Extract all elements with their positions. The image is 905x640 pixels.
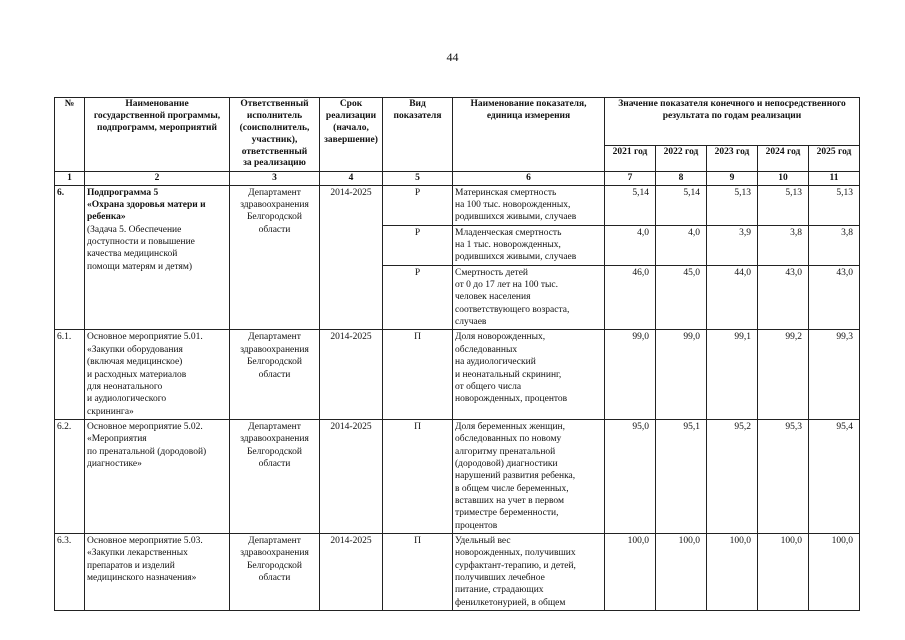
value-cell: 100,0	[707, 533, 758, 610]
table-row	[55, 419, 860, 533]
table-row	[55, 533, 860, 610]
period-cell: 2014-2025	[320, 330, 383, 419]
value-cell: 95,3	[758, 419, 809, 533]
header-year: 2023 год	[707, 145, 758, 172]
row-number: 6.3.	[55, 533, 85, 610]
value-cell: 100,0	[758, 533, 809, 610]
column-numbers-row	[55, 172, 860, 185]
page-number: 44	[446, 50, 459, 64]
indicator-type-cell: П	[383, 533, 453, 610]
executor-cell: Департамент здравоохранения Белгородской области	[230, 533, 320, 610]
value-cell: 3,9	[707, 225, 758, 265]
value-cell: 99,0	[605, 330, 656, 419]
column-number: 6	[453, 172, 605, 185]
header-number: №	[55, 98, 85, 172]
column-number: 1	[55, 172, 85, 185]
program-table	[54, 97, 860, 611]
value-cell: 4,0	[656, 225, 707, 265]
value-cell: 3,8	[758, 225, 809, 265]
column-number: 4	[320, 172, 383, 185]
value-cell: 95,2	[707, 419, 758, 533]
value-cell: 99,1	[707, 330, 758, 419]
value-cell: 95,1	[656, 419, 707, 533]
value-cell: 95,0	[605, 419, 656, 533]
value-cell: 45,0	[656, 265, 707, 330]
value-cell: 5,14	[605, 185, 656, 225]
value-cell: 5,13	[758, 185, 809, 225]
column-number: 5	[383, 172, 453, 185]
indicator-type-cell: П	[383, 330, 453, 419]
activity-name-cell: Основное мероприятие 5.02. «Мероприятия по пренатальной (дородовой) диагностике»	[85, 419, 230, 533]
header-indicator-type: Вид показателя	[383, 98, 453, 172]
value-cell: 44,0	[707, 265, 758, 330]
indicator-type-cell: Р	[383, 265, 453, 330]
indicator-name-cell: Доля беременных женщин, обследованных по новому алгоритму пренатальной (дородовой) диагностики нарушений развития ребенка, в общем числе беременных, вставших на учет в первом триместре беременности, процентов	[453, 419, 605, 533]
column-number: 10	[758, 172, 809, 185]
executor-cell: Департамент здравоохранения Белгородской области	[230, 185, 320, 330]
value-cell: 95,4	[809, 419, 860, 533]
indicator-name-cell: Смертность детей от 0 до 17 лет на 100 тыс. человек населения соответствующего возраста, случаев	[453, 265, 605, 330]
header-row	[55, 98, 860, 146]
row-number: 6.1.	[55, 330, 85, 419]
value-cell: 5,13	[809, 185, 860, 225]
row-number: 6.	[55, 185, 85, 330]
column-number: 11	[809, 172, 860, 185]
value-cell: 99,0	[656, 330, 707, 419]
subprogram-title: Подпрограмма 5 «Охрана здоровья матери и ребенка»	[87, 187, 206, 223]
value-cell: 5,13	[707, 185, 758, 225]
header-values-group: Значение показателя конечного и непосредственного результата по годам реализации	[605, 98, 860, 146]
executor-cell: Департамент здравоохранения Белгородской области	[230, 330, 320, 419]
indicator-type-cell: Р	[383, 185, 453, 225]
header-year: 2024 год	[758, 145, 809, 172]
header-executor: Ответственный исполнитель (соисполнитель, участник), ответственный за реализацию	[230, 98, 320, 172]
header-indicator-name: Наименование показателя, единица измерения	[453, 98, 605, 172]
header-period: Срок реализации (начало, завершение)	[320, 98, 383, 172]
period-cell: 2014-2025	[320, 533, 383, 610]
value-cell: 100,0	[809, 533, 860, 610]
header-year: 2022 год	[656, 145, 707, 172]
table-row	[55, 330, 860, 419]
value-cell: 3,8	[809, 225, 860, 265]
header-year: 2021 год	[605, 145, 656, 172]
column-number: 2	[85, 172, 230, 185]
activity-name-cell: Основное мероприятие 5.01. «Закупки оборудования (включая медицинское) и расходных материалов для неонатального и аудиологического скрининга»	[85, 330, 230, 419]
value-cell: 99,2	[758, 330, 809, 419]
column-number: 9	[707, 172, 758, 185]
program-name-cell	[85, 185, 230, 330]
indicator-name-cell: Доля новорожденных, обследованных на аудиологический и неонатальный скрининг, от общего числа новорожденных, процентов	[453, 330, 605, 419]
column-number: 8	[656, 172, 707, 185]
value-cell: 43,0	[758, 265, 809, 330]
value-cell: 5,14	[656, 185, 707, 225]
indicator-type-cell: П	[383, 419, 453, 533]
value-cell: 4,0	[605, 225, 656, 265]
value-cell: 100,0	[605, 533, 656, 610]
period-cell: 2014-2025	[320, 185, 383, 330]
period-cell: 2014-2025	[320, 419, 383, 533]
indicator-name-cell: Младенческая смертность на 1 тыс. новорожденных, родившихся живыми, случаев	[453, 225, 605, 265]
activity-name-cell: Основное мероприятие 5.03. «Закупки лекарственных препаратов и изделий медицинского назначения»	[85, 533, 230, 610]
indicator-type-cell: Р	[383, 225, 453, 265]
header-year: 2025 год	[809, 145, 860, 172]
header-program-name: Наименование государственной программы, подпрограмм, мероприятий	[85, 98, 230, 172]
value-cell: 100,0	[656, 533, 707, 610]
value-cell: 46,0	[605, 265, 656, 330]
value-cell: 43,0	[809, 265, 860, 330]
column-number: 3	[230, 172, 320, 185]
value-cell: 99,3	[809, 330, 860, 419]
table-row	[55, 185, 860, 225]
indicator-name-cell: Материнская смертность на 100 тыс. новорожденных, родившихся живыми, случаев	[453, 185, 605, 225]
subprogram-task: (Задача 5. Обеспечение доступности и повышение качества медицинской помощи матерям и детям)	[87, 224, 195, 272]
executor-cell: Департамент здравоохранения Белгородской области	[230, 419, 320, 533]
column-number: 7	[605, 172, 656, 185]
row-number: 6.2.	[55, 419, 85, 533]
indicator-name-cell: Удельный вес новорожденных, получивших сурфактант-терапию, и детей, получивших лечебное питание, страдающих фенилкетонурией, в общем	[453, 533, 605, 610]
